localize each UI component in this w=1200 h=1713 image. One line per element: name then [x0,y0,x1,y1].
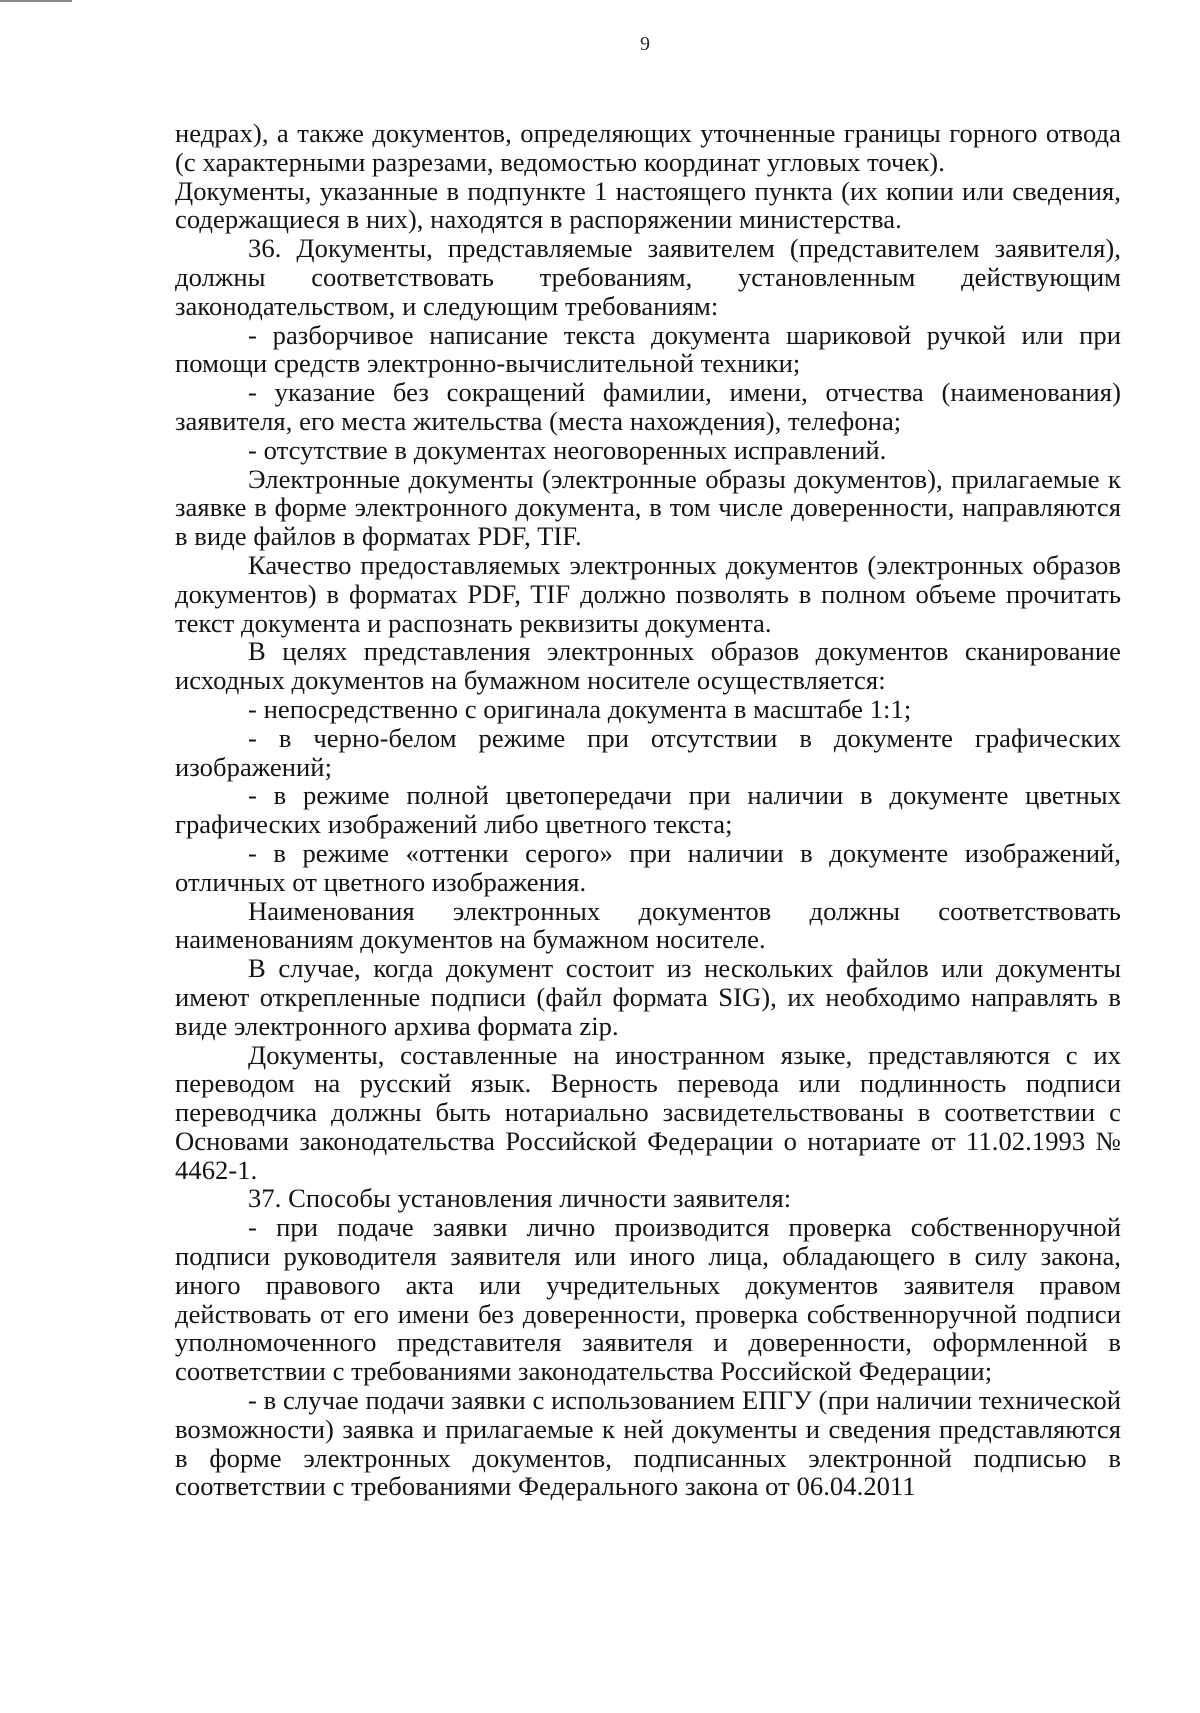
paragraph-item-37: 37. Способы установления личности заявителя: [248,1183,792,1214]
list-item: - указание без сокращений фамилии, имени, отчества (наименования) заявителя, его места жительства (места нахождения), телефона; [175,377,1121,436]
list-item: - при подаче заявки лично производится проверка собственноручной подписи руководителя заявителя или иного лица, обладающего в силу закона, иного правового акта или учредительных документов заявителя правом действовать от его имени без доверенности, проверка собственноручной подписи уполномоченного представителя заявителя и доверенности, оформленной в соответствии с требованиями законодательства Российской Федерации; [175,1212,1121,1387]
paragraph: Документы, составленные на иностранном языке, представляются с их переводом на русский язык. Верность перевода или подлинность подписи переводчика должны быть нотариально засвидетельствованы в соответствии с Основами законодательства Российской Федерации о нотариате от 11.02.1993 № 4462-1. [175,1039,1121,1185]
document-body [175,119,1121,1501]
paragraph: Электронные документы (электронные образы документов), прилагаемые к заявке в форме электронного документа, в том числе доверенности, направляются в виде файлов в форматах PDF, TIF. [175,463,1121,552]
scan-edge-mark [0,0,72,9]
paragraph: Наименования электронных документов должны соответствовать наименованиям документов на бумажном носителе. [175,895,1121,955]
list-item: - разборчивое написание текста документа шариковой ручкой или при помощи средств электронно-вычислительной техники; [175,319,1121,379]
paragraph-item-36: 36. Документы, представляемые заявителем (представителем заявителя), должны соответствовать требованиям, установленным действующим законодательством, и следующим требованиям: [175,233,1121,321]
list-item: - отсутствие в документах неоговоренных исправлений. [248,434,887,465]
paragraph: В целях представления электронных образов документов сканирование исходных документов на бумажном носителе осуществляется: [175,636,1121,696]
list-item: - в режиме «оттенки серого» при наличии в документе изображений, отличных от цветного изображения. [175,837,1121,897]
paragraph: недрах), а также документов, определяющих уточненные границы горного отвода (с характерными разрезами, ведомостью координат угловых точек). [175,118,1121,177]
list-item: - в режиме полной цветопередачи при наличии в документе цветных графических изображений либо цветного текста; [175,780,1121,840]
page-number: 9 [640,33,650,55]
list-item: - непосредственно с оригинала документа в масштабе 1:1; [248,693,912,724]
list-item: - в черно-белом режиме при отсутствии в документе графических изображений; [175,722,1121,782]
list-item: - в случае подачи заявки с использованием ЕПГУ (при наличии технической возможности) заявка и прилагаемые к ней документы и сведения представляются в форме электронных документов, подписанных электронной подписью в соответствии с требованиями Федерального закона от 06.04.2011 [175,1385,1121,1502]
paragraph: Качество предоставляемых электронных документов (электронных образов документов) в форматах PDF, TIF должно позволять в полном объеме прочитать текст документа и распознать реквизиты документа. [175,549,1121,638]
paragraph: В случае, когда документ состоит из нескольких файлов или документы имеют открепленные подписи (файл формата SIG), их необходимо направлять в виде электронного архива формата zip. [175,953,1121,1041]
paragraph: Документы, указанные в подпункте 1 настоящего пункта (их копии или сведения, содержащиеся в них), находятся в распоряжении министерства. [175,175,1121,235]
